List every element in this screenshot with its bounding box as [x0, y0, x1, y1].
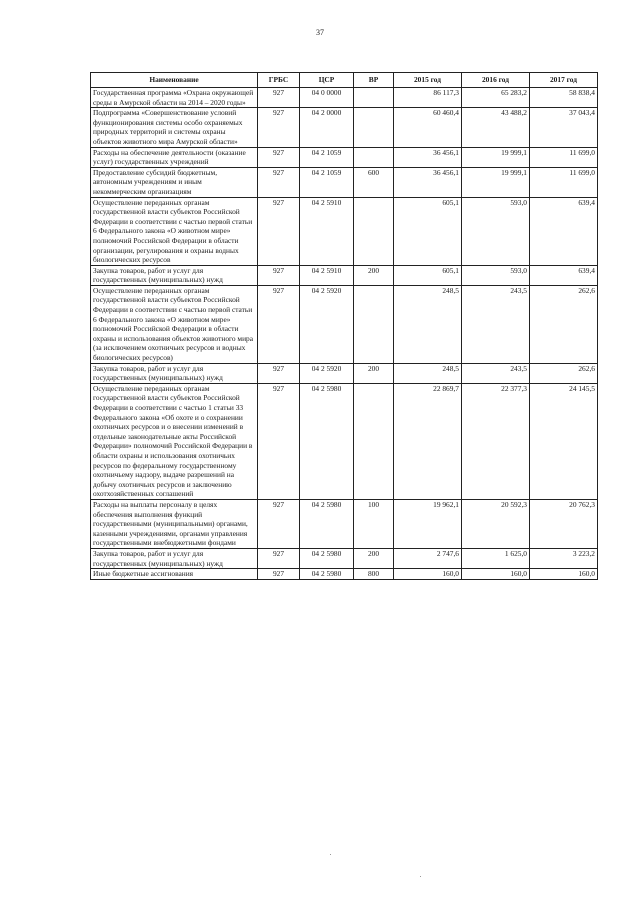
- cell-vr: 100: [354, 499, 394, 548]
- table-header-row: [91, 73, 598, 88]
- cell-2015: 248,5: [394, 285, 462, 363]
- scan-speck: [330, 854, 331, 855]
- table-row: [91, 197, 598, 265]
- cell-2017: 639,4: [530, 197, 598, 265]
- cell-2016: 243,5: [462, 363, 530, 383]
- cell-grbs: 927: [258, 197, 300, 265]
- cell-name: Закупка товаров, работ и услуг для государственных (муниципальных) нужд: [91, 548, 258, 568]
- cell-grbs: 927: [258, 548, 300, 568]
- cell-2017: 639,4: [530, 265, 598, 285]
- cell-csr: 04 2 5910: [300, 197, 354, 265]
- cell-grbs: 927: [258, 569, 300, 580]
- cell-2015: 22 869,7: [394, 383, 462, 499]
- cell-2016: 22 377,3: [462, 383, 530, 499]
- budget-table: [90, 72, 598, 580]
- cell-csr: 04 2 5980: [300, 569, 354, 580]
- cell-vr: [354, 285, 394, 363]
- table-row: [91, 285, 598, 363]
- header-2016: 2016 год: [462, 73, 530, 88]
- cell-name: Предоставление субсидий бюджетным, автономным учреждениям и иным некоммерческим организациям: [91, 167, 258, 197]
- cell-name: Иные бюджетные ассигнования: [91, 569, 258, 580]
- cell-name: Осуществление переданных органам государственной власти субъектов Российской Федерации в соответствии с частью первой статьи 6 Федерального закона «О животном мире» полномочий Российской Федерации в области организации, регулирования и охраны водных биологических ресурсов: [91, 197, 258, 265]
- cell-vr: [354, 88, 394, 108]
- cell-csr: 04 2 5910: [300, 265, 354, 285]
- cell-2016: 19 999,1: [462, 147, 530, 167]
- table-row: [91, 108, 598, 147]
- cell-name: Расходы на обеспечение деятельности (оказание услуг) государственных учреждений: [91, 147, 258, 167]
- cell-2017: 58 838,4: [530, 88, 598, 108]
- header-csr: ЦСР: [300, 73, 354, 88]
- cell-grbs: 927: [258, 363, 300, 383]
- cell-grbs: 927: [258, 499, 300, 548]
- header-2015: 2015 год: [394, 73, 462, 88]
- cell-2017: 262,6: [530, 363, 598, 383]
- cell-2015: 86 117,3: [394, 88, 462, 108]
- cell-2017: 3 223,2: [530, 548, 598, 568]
- cell-grbs: 927: [258, 383, 300, 499]
- cell-2017: 262,6: [530, 285, 598, 363]
- table-row: [91, 383, 598, 499]
- cell-name: Осуществление переданных органам государственной власти субъектов Российской Федерации в соответствии с частью 1 статьи 33 Федерального закона «Об охоте и о сохранении охотничьих ресурсов и о внесении изменений в отдельные законодательные акты Российской Федерации» полномочий Российской Федерации в области охраны и использования охотничьих ресурсов по федеральному государственному охотничьему надзору, выдаче разрешений на добычу охотничьих ресурсов и заключению охотхозяйственных соглашений: [91, 383, 258, 499]
- cell-2016: 43 488,2: [462, 108, 530, 147]
- cell-vr: 200: [354, 548, 394, 568]
- cell-name: Государственная программа «Охрана окружающей среды в Амурской области на 2014 – 2020 годы»: [91, 88, 258, 108]
- cell-2016: 65 283,2: [462, 88, 530, 108]
- cell-2015: 60 460,4: [394, 108, 462, 147]
- cell-name: Закупка товаров, работ и услуг для государственных (муниципальных) нужд: [91, 363, 258, 383]
- cell-csr: 04 2 5980: [300, 499, 354, 548]
- cell-vr: [354, 383, 394, 499]
- header-name: Наименование: [91, 73, 258, 88]
- cell-vr: 600: [354, 167, 394, 197]
- cell-vr: [354, 197, 394, 265]
- cell-2016: 160,0: [462, 569, 530, 580]
- cell-name: Осуществление переданных органам государственной власти субъектов Российской Федерации в соответствии с частью первой статьи 6 Федерального закона «О животном мире» полномочий Российской Федерации в области охраны и использования объектов животного мира (за исключением охотничьих ресурсов и водных биологических ресурсов): [91, 285, 258, 363]
- cell-grbs: 927: [258, 167, 300, 197]
- cell-vr: 800: [354, 569, 394, 580]
- cell-csr: 04 2 1059: [300, 147, 354, 167]
- cell-grbs: 927: [258, 147, 300, 167]
- cell-2016: 1 625,0: [462, 548, 530, 568]
- cell-vr: 200: [354, 265, 394, 285]
- cell-2015: 2 747,6: [394, 548, 462, 568]
- cell-2015: 19 962,1: [394, 499, 462, 548]
- cell-grbs: 927: [258, 265, 300, 285]
- cell-2016: 19 999,1: [462, 167, 530, 197]
- cell-csr: 04 2 5920: [300, 285, 354, 363]
- table-row: [91, 167, 598, 197]
- table-row: [91, 569, 598, 580]
- cell-2015: 160,0: [394, 569, 462, 580]
- cell-grbs: 927: [258, 285, 300, 363]
- header-grbs: ГРБС: [258, 73, 300, 88]
- scan-speck: [420, 876, 421, 877]
- cell-name: Расходы на выплаты персоналу в целях обеспечения выполнения функций государственными (муниципальными) органами, казенными учреждениями, органами управления государственными внебюджетными фондами: [91, 499, 258, 548]
- table-row: [91, 88, 598, 108]
- table-row: [91, 363, 598, 383]
- cell-csr: 04 2 0000: [300, 108, 354, 147]
- cell-2017: 20 762,3: [530, 499, 598, 548]
- table-row: [91, 548, 598, 568]
- cell-2016: 20 592,3: [462, 499, 530, 548]
- cell-grbs: 927: [258, 108, 300, 147]
- cell-csr: 04 2 5920: [300, 363, 354, 383]
- table-row: [91, 147, 598, 167]
- cell-2016: 593,0: [462, 197, 530, 265]
- cell-2015: 36 456,1: [394, 147, 462, 167]
- cell-2017: 37 043,4: [530, 108, 598, 147]
- cell-2017: 160,0: [530, 569, 598, 580]
- table-row: [91, 499, 598, 548]
- cell-2015: 605,1: [394, 265, 462, 285]
- table-row: [91, 265, 598, 285]
- cell-grbs: 927: [258, 88, 300, 108]
- cell-name: Подпрограмма «Совершенствование условий функционирования системы особо охраняемых природных территорий и системы охраны объектов животного мира Амурской области»: [91, 108, 258, 147]
- cell-2017: 11 699,0: [530, 167, 598, 197]
- cell-2017: 11 699,0: [530, 147, 598, 167]
- cell-2017: 24 145,5: [530, 383, 598, 499]
- cell-csr: 04 2 1059: [300, 167, 354, 197]
- cell-vr: 200: [354, 363, 394, 383]
- cell-csr: 04 0 0000: [300, 88, 354, 108]
- page-number: 37: [316, 28, 324, 37]
- cell-2015: 36 456,1: [394, 167, 462, 197]
- cell-2016: 593,0: [462, 265, 530, 285]
- cell-csr: 04 2 5980: [300, 383, 354, 499]
- header-2017: 2017 год: [530, 73, 598, 88]
- cell-vr: [354, 108, 394, 147]
- header-vr: ВР: [354, 73, 394, 88]
- cell-csr: 04 2 5980: [300, 548, 354, 568]
- cell-2015: 605,1: [394, 197, 462, 265]
- cell-2015: 248,5: [394, 363, 462, 383]
- cell-2016: 243,5: [462, 285, 530, 363]
- cell-vr: [354, 147, 394, 167]
- cell-name: Закупка товаров, работ и услуг для государственных (муниципальных) нужд: [91, 265, 258, 285]
